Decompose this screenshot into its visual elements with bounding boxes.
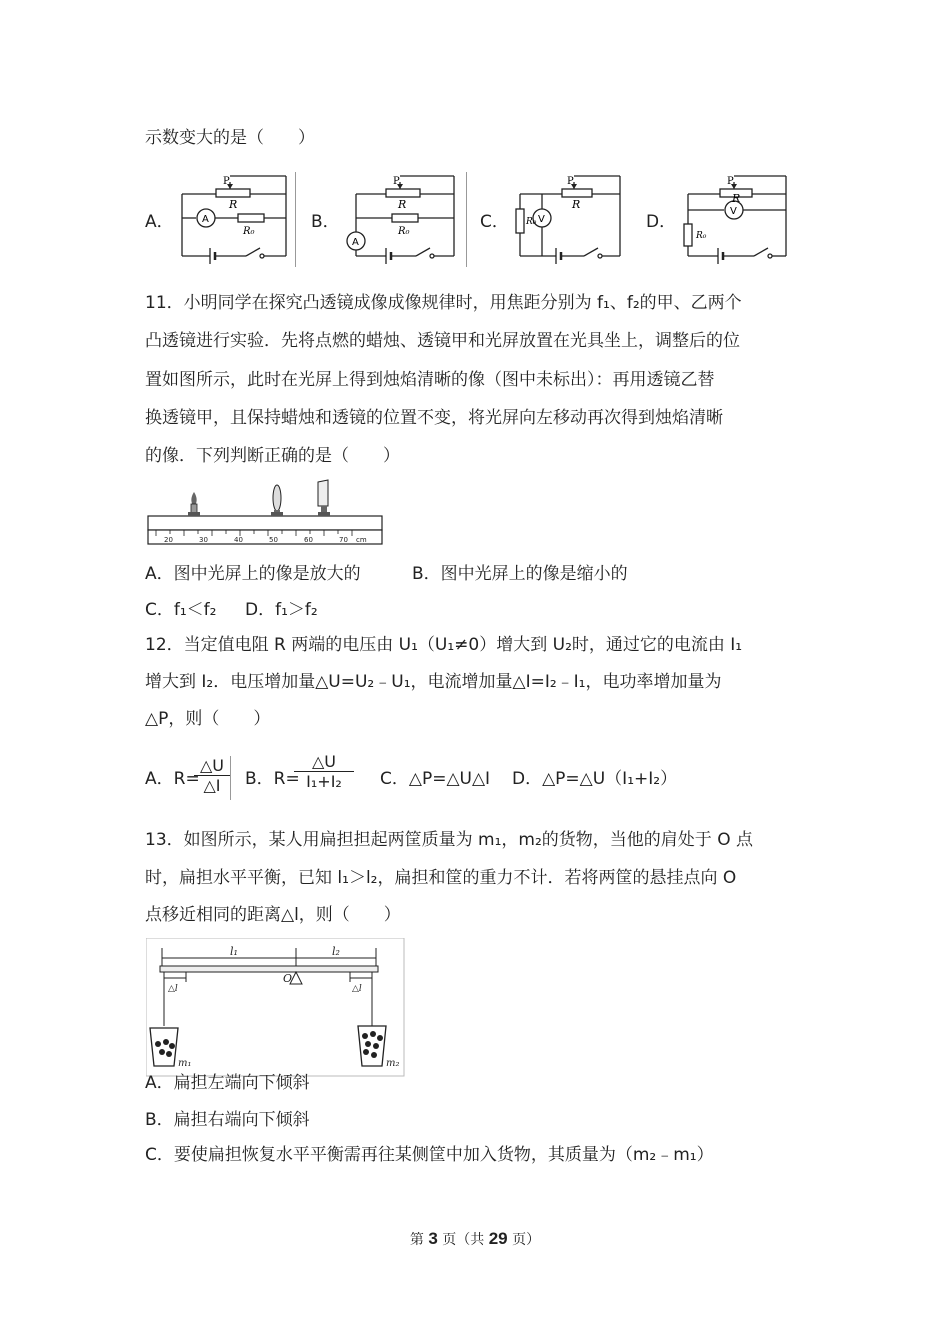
circuit-a-p-label: P [223,176,230,187]
light-screen [318,480,330,516]
circuit-c-r0-label: R₀ [526,217,537,227]
circuit-b-ammeter-label: A [352,237,359,248]
circuit-a-r-label: R [229,198,238,211]
convex-lens [271,485,283,516]
q13-opt-c: C．要使扁担恢复水平平衡需再往某侧筐中加入货物，其质量为（m₂﹣m₁） [145,1145,714,1165]
m1-label: m₁ [178,1058,192,1069]
q13-opt-a: A．扁担左端向下倾斜 [145,1073,310,1093]
q10-opt-d-label: D． [646,212,677,232]
l1-label: l₁ [230,945,238,958]
bench-tick-20: 20 [164,536,173,544]
footer-total-pages: 29 [488,1229,508,1248]
circuit-a-r0-label: R₀ [243,226,255,237]
pivot-o-label: O [283,972,293,985]
q12-frac-a-num: △U [194,756,230,776]
q11-line-2: 凸透镜进行实验．先将点燃的蜡烛、透镜甲和光屏放置在光具坐上，调整后的位 [145,331,740,351]
q10-opt-c-label: C． [480,212,509,232]
circuit-a-ammeter-label: A [202,214,209,225]
q12-opt-b: B．R= [245,769,300,789]
circuit-d-voltmeter-label: V [730,206,737,217]
q12-opt-a: A．R= [145,769,200,789]
q12-line-3: △P，则（ ） [145,709,271,729]
carrying-pole-diagram [146,938,406,1078]
q11-opt-b: B．图中光屏上的像是缩小的 [412,564,628,584]
bench-tick-70: 70 [339,536,348,544]
q10-opt-b-label: B． [311,212,340,232]
q13-opt-b: B．扁担右端向下倾斜 [145,1110,310,1130]
q13-line-3: 点移近相同的距离△l，则（ ） [145,905,401,925]
q12-frac-b-num: △U [294,752,354,772]
circuit-d-diagram [682,172,794,264]
circuit-d-r0-label: R₀ [696,231,707,241]
optical-bench-diagram [146,478,386,548]
q11-line-1: 11．小明同学在探究凸透镜成像成像规律时，用焦距分别为 f₁、f₂的甲、乙两个 [145,293,742,313]
circuit-c-r-label: R [572,198,581,211]
footer-page-number: 3 [428,1229,438,1248]
q10-tail: 示数变大的是（ ） [145,128,315,148]
circuit-b-r0-label: R₀ [398,226,410,237]
circuit-c-diagram [512,172,624,264]
q11-opt-a: A．图中光屏上的像是放大的 [145,564,361,584]
q12-opt-d: D．△P=△U（I₁+I₂） [512,769,678,789]
q11-line-5: 的像．下列判断正确的是（ ） [145,446,400,466]
circuit-d-r-label: R [732,192,741,205]
footer-post: 页） [507,1232,541,1248]
circuit-c-voltmeter-label: V [538,214,545,225]
q11-line-3: 置如图所示，此时在光屏上得到烛焰清晰的像（图中未标出）：再用透镜乙替 [145,370,715,390]
q13-line-2: 时，扁担水平平衡，已知 l₁＞l₂，扁担和筐的重力不计．若将两筐的悬挂点向 O [145,868,737,888]
circuit-b-r-label: R [398,198,407,211]
q10-opt-a-label: A． [145,212,174,232]
circuit-b-diagram [346,172,458,264]
footer-mid: 页（共 [437,1232,489,1248]
q11-opt-c: C．f₁＜f₂ [145,600,217,620]
bench-tick-unit: cm [356,536,367,544]
q12-frac-a [194,756,230,795]
bench-tick-60: 60 [304,536,313,544]
bench-tick-50: 50 [269,536,278,544]
q13-line-1: 13．如图所示，某人用扁担担起两筐质量为 m₁，m₂的货物，当他的肩处于 O 点 [145,830,753,850]
circuit-a-diagram [180,172,290,264]
dl-right-label: △l [352,984,362,994]
bench-tick-40: 40 [234,536,243,544]
q12-frac-a-den: △I [203,776,221,795]
l2-label: l₂ [332,945,340,958]
circuit-b-p-label: P [393,176,400,187]
bench-tick-30: 30 [199,536,208,544]
circuit-d-p-label: P [727,176,734,187]
q11-line-4: 换透镜甲，且保持蜡烛和透镜的位置不变，将光屏向左移动再次得到烛焰清晰 [145,408,723,428]
right-basket [358,1026,386,1066]
q12-line-2: 增大到 I₂．电压增加量△U=U₂﹣U₁，电流增加量△I=I₂﹣I₁，电功率增加量为 [145,672,722,692]
footer-pre: 第 [409,1232,429,1248]
page-footer [0,1229,950,1249]
dl-left-label: △l [168,984,178,994]
q12-frac-b-den: I₁+I₂ [306,772,342,791]
q11-opt-d: D．f₁＞f₂ [245,600,318,620]
circuit-c-p-label: P [567,176,574,187]
m2-label: m₂ [386,1058,400,1069]
left-basket [150,1028,178,1066]
q12-frac-b [294,752,354,791]
candle [188,492,200,516]
q12-line-1: 12．当定值电阻 R 两端的电压由 U₁（U₁≠0）增大到 U₂时，通过它的电流由 I₁ [145,635,743,655]
q12-opt-c: C．△P=△U△I [380,769,491,789]
